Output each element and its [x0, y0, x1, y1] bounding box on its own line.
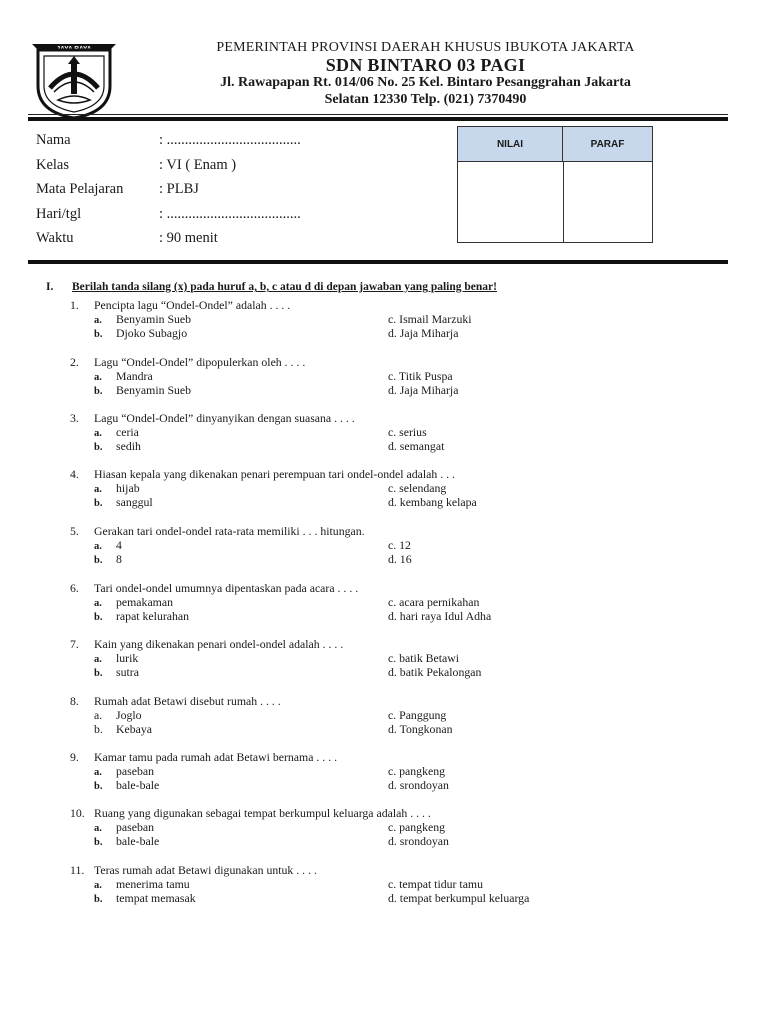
- option-b[interactable]: [94, 778, 159, 793]
- question-text: Kamar tamu pada rumah adat Betawi bernama . . . .: [94, 750, 338, 764]
- option-a[interactable]: [94, 481, 140, 496]
- option-c[interactable]: c. selendang: [388, 481, 447, 495]
- option-b[interactable]: [94, 665, 139, 680]
- identity-value-nama[interactable]: : .....................................: [159, 132, 301, 148]
- header-address-line-2: Selatan 12330 Telp. (021) 7370490: [324, 92, 527, 107]
- option-letter: b.: [94, 329, 103, 340]
- option-b[interactable]: [94, 326, 187, 341]
- question-number: 8.: [70, 694, 79, 708]
- option-d[interactable]: d. tempat berkumpul keluarga: [388, 891, 530, 905]
- option-letter: b.: [94, 442, 103, 453]
- identity-row-kelas: [36, 157, 236, 174]
- option-a[interactable]: [94, 764, 154, 779]
- question-stem: [70, 524, 365, 539]
- option-letter: b.: [94, 555, 103, 566]
- option-text: paseban: [116, 764, 154, 778]
- option-letter: b.: [94, 837, 103, 848]
- identity-value-kelas: : VI ( Enam ): [159, 157, 237, 173]
- option-c[interactable]: c. 12: [388, 538, 411, 552]
- option-d[interactable]: d. Tongkonan: [388, 722, 453, 736]
- score-table-divider: [563, 162, 564, 242]
- option-c[interactable]: c. acara pernikahan: [388, 595, 480, 609]
- option-letter: a.: [94, 767, 102, 778]
- option-letter: a.: [94, 654, 102, 665]
- option-text: bale-bale: [116, 778, 160, 792]
- option-c[interactable]: c. pangkeng: [388, 764, 445, 778]
- question-text: Kain yang dikenakan penari ondel-ondel adalah . . . .: [94, 637, 344, 651]
- option-a[interactable]: [94, 708, 142, 723]
- option-letter: a.: [94, 372, 102, 383]
- option-a[interactable]: [94, 651, 138, 666]
- question-number: 2.: [70, 355, 79, 369]
- option-c[interactable]: c. pangkeng: [388, 820, 445, 834]
- option-letter: b.: [94, 894, 103, 905]
- option-c[interactable]: c. batik Betawi: [388, 651, 460, 665]
- option-text: bale-bale: [116, 834, 160, 848]
- identity-value-mata-pelajaran: : PLBJ: [159, 181, 199, 197]
- question-number: 4.: [70, 467, 79, 481]
- header-divider-thick: [28, 117, 728, 121]
- option-d[interactable]: d. Jaja Miharja: [388, 326, 459, 340]
- option-b[interactable]: [94, 891, 196, 906]
- question-text: Rumah adat Betawi disebut rumah . . . .: [94, 694, 281, 708]
- jaya-raya-logo: [30, 42, 118, 120]
- option-b[interactable]: [94, 609, 189, 624]
- option-text: Mandra: [116, 369, 153, 383]
- option-letter: a.: [94, 484, 102, 495]
- question-number: 5.: [70, 524, 79, 538]
- identity-row-waktu: [36, 230, 218, 247]
- option-text: Joglo: [116, 708, 142, 722]
- option-letter: a.: [94, 880, 102, 891]
- option-c[interactable]: c. Ismail Marzuki: [388, 312, 472, 326]
- identity-value-waktu: : 90 menit: [159, 230, 218, 246]
- option-text: sedih: [116, 439, 141, 453]
- option-text: rapat kelurahan: [116, 609, 190, 623]
- question-stem: [70, 411, 355, 426]
- option-a[interactable]: [94, 425, 139, 440]
- option-b[interactable]: [94, 722, 152, 737]
- option-b[interactable]: [94, 439, 141, 454]
- question-stem: [70, 298, 290, 313]
- option-letter: a.: [94, 541, 102, 552]
- question-number: 3.: [70, 411, 79, 425]
- option-text: menerima tamu: [116, 877, 190, 891]
- question-text: Lagu “Ondel-Ondel” dipopulerkan oleh . . . .: [94, 355, 306, 369]
- option-text: Kebaya: [116, 722, 153, 736]
- option-text: Djoko Subagjo: [116, 326, 188, 340]
- option-a[interactable]: [94, 369, 153, 384]
- option-d[interactable]: d. 16: [388, 552, 412, 566]
- header-divider-thin: [28, 114, 728, 115]
- question-text: Pencipta lagu “Ondel-Ondel” adalah . . . .: [94, 298, 291, 312]
- option-d[interactable]: d. Jaja Miharja: [388, 383, 459, 397]
- option-letter: b.: [94, 498, 103, 509]
- option-letter: b.: [94, 386, 103, 397]
- question-text: Tari ondel-ondel umumnya dipentaskan pada acara . . . .: [94, 581, 359, 595]
- question-text: Teras rumah adat Betawi digunakan untuk . . . .: [94, 863, 317, 877]
- option-letter: b.: [94, 612, 103, 623]
- question-number: 7.: [70, 637, 79, 651]
- option-c[interactable]: c. Panggung: [388, 708, 447, 722]
- option-letter: b.: [94, 781, 103, 792]
- question-text: Ruang yang digunakan sebagai tempat berkumpul keluarga adalah . . . .: [94, 806, 431, 820]
- option-letter: b.: [94, 722, 103, 736]
- option-d[interactable]: d. kembang kelapa: [388, 495, 477, 509]
- identity-row-hari-tgl: [36, 206, 301, 223]
- option-text: sanggul: [116, 495, 153, 509]
- question-stem: [70, 806, 431, 821]
- header-government-line: PEMERINTAH PROVINSI DAERAH KHUSUS IBUKOTA JAKARTA: [216, 40, 635, 55]
- option-text: tempat memasak: [116, 891, 196, 905]
- question-stem: [70, 355, 305, 370]
- option-text: paseban: [116, 820, 154, 834]
- option-d[interactable]: d. srondoyan: [388, 834, 449, 848]
- score-header-paraf: PARAF: [563, 127, 652, 162]
- identity-divider: [28, 260, 728, 264]
- option-letter: b.: [94, 668, 103, 679]
- question-number: 10.: [70, 806, 85, 820]
- option-b[interactable]: [94, 383, 191, 398]
- question-stem: [70, 750, 337, 765]
- option-d[interactable]: d. hari raya Idul Adha: [388, 609, 492, 623]
- option-a[interactable]: [94, 312, 191, 327]
- score-table: [457, 126, 653, 243]
- option-letter: a.: [94, 428, 102, 439]
- option-letter: a.: [94, 315, 102, 326]
- header-school-name: SDN BINTARO 03 PAGI: [325, 55, 526, 75]
- identity-label: Nama: [36, 132, 71, 148]
- option-text: sutra: [116, 665, 139, 679]
- identity-label: Waktu: [36, 230, 74, 246]
- identity-label: Kelas: [36, 157, 70, 173]
- question-number: 9.: [70, 750, 79, 764]
- option-d[interactable]: d. srondoyan: [388, 778, 449, 792]
- option-b[interactable]: [94, 495, 153, 510]
- question-number: 11.: [70, 863, 85, 877]
- section-instruction: [46, 281, 497, 293]
- question-text: Lagu “Ondel-Ondel” dinyanyikan dengan suasana . . . .: [94, 411, 355, 425]
- option-a[interactable]: [94, 538, 122, 553]
- question-stem: [70, 863, 317, 878]
- option-c[interactable]: c. tempat tidur tamu: [388, 877, 484, 891]
- option-text: lurik: [116, 651, 139, 665]
- option-text: hijab: [116, 481, 140, 495]
- identity-label: Mata Pelajaran: [36, 181, 124, 197]
- option-text: Benyamin Sueb: [116, 383, 192, 397]
- option-a[interactable]: [94, 595, 173, 610]
- option-letter: a.: [94, 598, 102, 609]
- option-d[interactable]: d. semangat: [388, 439, 445, 453]
- option-d[interactable]: d. batik Pekalongan: [388, 665, 482, 679]
- question-number: 6.: [70, 581, 79, 595]
- option-text: 8: [116, 552, 122, 566]
- question-number: 1.: [70, 298, 79, 312]
- option-b[interactable]: [94, 834, 159, 849]
- identity-label: Hari/tgl: [36, 206, 82, 222]
- option-text: 4: [116, 538, 122, 552]
- option-letter: a.: [94, 708, 103, 722]
- option-c[interactable]: c. serius: [388, 425, 427, 439]
- option-b[interactable]: [94, 552, 122, 567]
- header-address-line: Jl. Rawapapan Rt. 014/06 No. 25 Kel. Bintaro Pesanggrahan Jakarta: [220, 75, 631, 90]
- question-stem: [70, 694, 281, 709]
- option-text: ceria: [116, 425, 139, 439]
- option-a[interactable]: [94, 820, 154, 835]
- identity-value-hari-tgl[interactable]: : .....................................: [159, 206, 301, 222]
- question-stem: [70, 637, 343, 652]
- question-text: Hiasan kepala yang dikenakan penari perempuan tari ondel-ondel adalah . . .: [94, 467, 455, 481]
- identity-row-nama: [36, 132, 301, 149]
- option-text: Benyamin Sueb: [116, 312, 192, 326]
- score-header-nilai: NILAI: [458, 127, 563, 162]
- question-text: Gerakan tari ondel-ondel rata-rata memiliki . . . hitungan.: [94, 524, 365, 538]
- question-stem: [70, 467, 455, 482]
- section-number: I.: [46, 281, 54, 293]
- question-stem: [70, 581, 358, 596]
- option-text: pemakaman: [116, 595, 173, 609]
- section-instruction-text: Berilah tanda silang (x) pada huruf a, b, c atau d di depan jawaban yang paling benar!: [72, 281, 497, 293]
- option-c[interactable]: c. Titik Puspa: [388, 369, 453, 383]
- option-a[interactable]: [94, 877, 190, 892]
- identity-row-mata-pelajaran: [36, 181, 199, 198]
- option-letter: a.: [94, 823, 102, 834]
